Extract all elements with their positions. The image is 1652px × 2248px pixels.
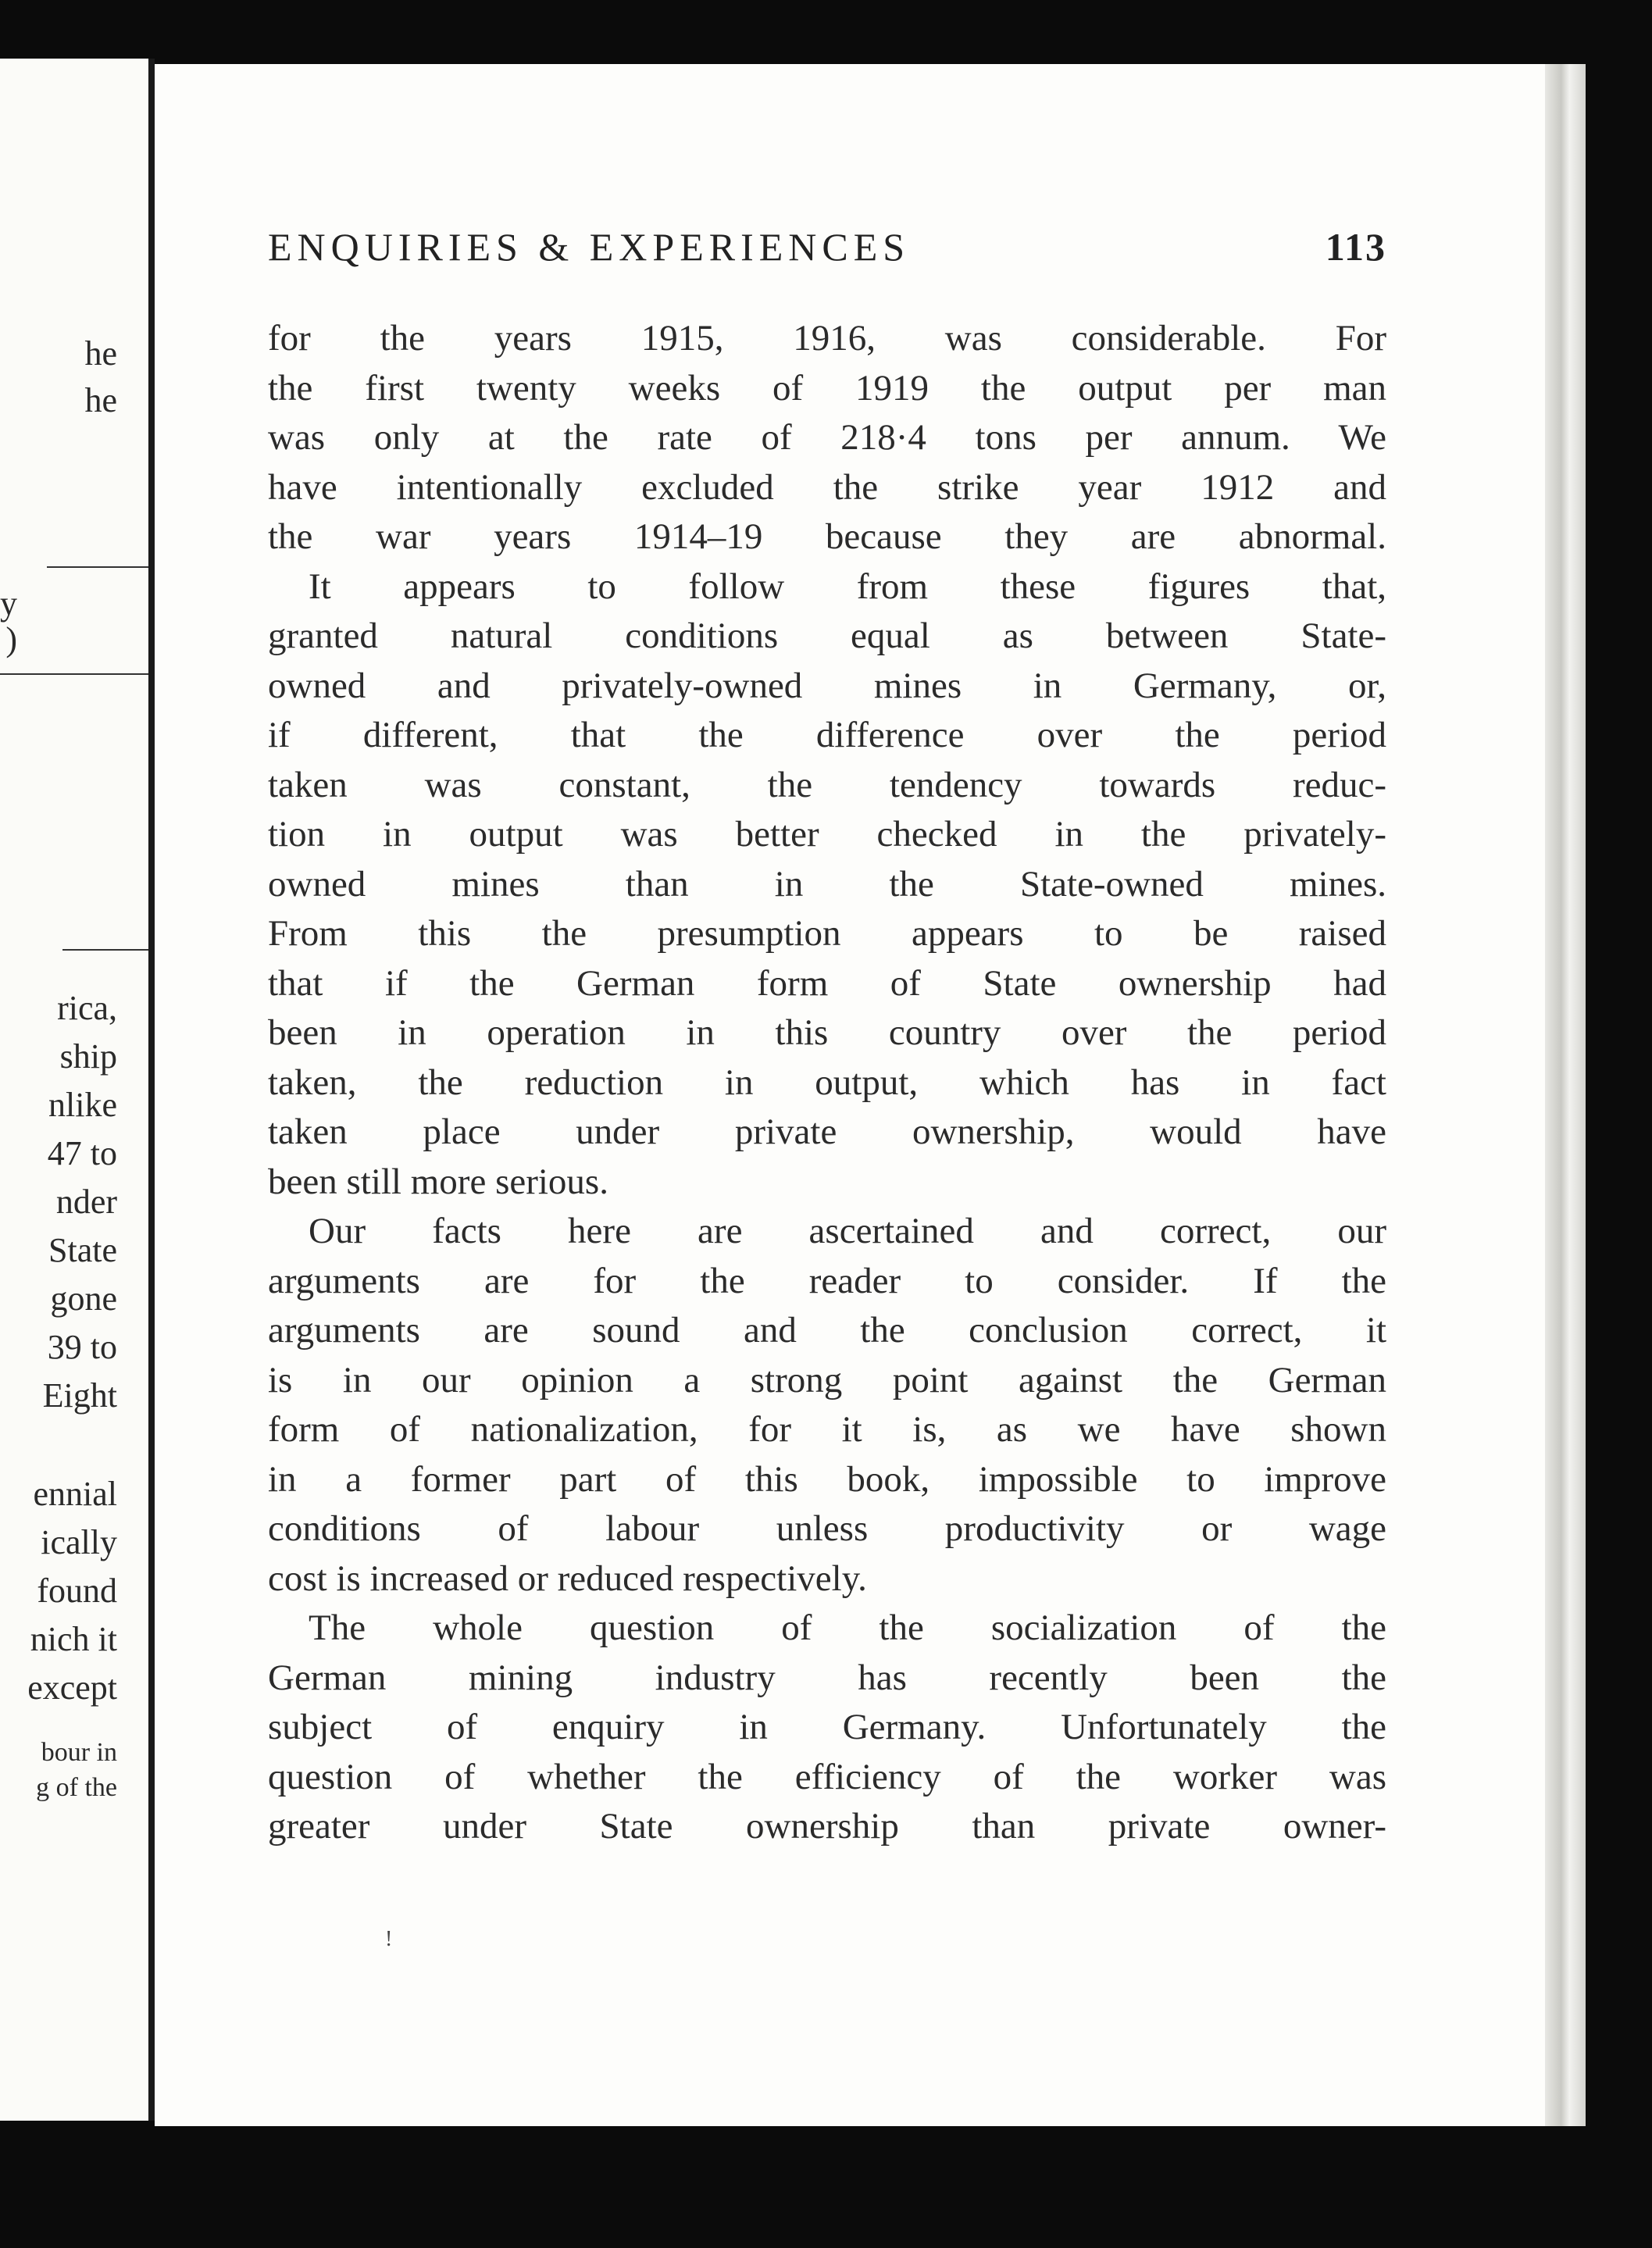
left-fragment: gone <box>50 1279 117 1318</box>
paragraph-first-line: The whole question of the socialization of the <box>309 1607 1386 1648</box>
left-footnote-fragment: bour in <box>41 1738 117 1767</box>
text-line: taken place under private ownership, would have <box>268 1112 1386 1152</box>
body-text <box>268 314 1386 1852</box>
left-fragment: except <box>27 1668 117 1707</box>
previous-page-edge <box>0 59 148 2121</box>
paragraph-first-line: It appears to follow from these figures that, <box>309 566 1386 607</box>
left-fragment: State <box>48 1231 117 1269</box>
footer-mark: ! <box>385 1927 393 1951</box>
text-line: for the years 1915, 1916, was considerable. For <box>268 318 1386 359</box>
left-fragment: nlike <box>48 1086 117 1124</box>
paragraph-first-line: Our facts here are ascertained and correct, our <box>309 1211 1386 1251</box>
left-fragment: ically <box>41 1523 117 1561</box>
text-line: German mining industry has recently been the <box>268 1657 1386 1698</box>
left-footnote-fragment: g of the <box>36 1773 117 1802</box>
text-line: owned and privately-owned mines in Germany, or, <box>268 665 1386 706</box>
text-line: have intentionally excluded the strike year 1912 and <box>268 466 1386 508</box>
text-line: tion in output was better checked in the privately- <box>268 814 1386 855</box>
left-fragment: ) <box>5 620 17 658</box>
left-rule <box>62 949 148 951</box>
text-line: is in our opinion a strong point against the German <box>268 1359 1386 1401</box>
text-line: was only at the rate of 218·4 tons per annum. We <box>268 417 1386 458</box>
left-rule <box>0 673 148 675</box>
text-line: From this the presumption appears to be raised <box>268 913 1386 954</box>
left-fragment: ennial <box>33 1475 117 1513</box>
left-fragment: 39 to <box>47 1328 117 1366</box>
text-line: taken, the reduction in output, which has in fact <box>268 1062 1386 1103</box>
text-line: in a former part of this book, impossible to improve <box>268 1458 1386 1500</box>
left-fragment: he <box>84 381 117 419</box>
text-line: subject of enquiry in Germany. Unfortunately the <box>268 1707 1386 1747</box>
text-line: been in operation in this country over the period <box>268 1012 1386 1053</box>
text-line: cost is increased or reduced respectively. <box>268 1558 867 1599</box>
text-line: that if the German form of State ownership had <box>268 962 1386 1004</box>
left-rule <box>47 566 148 568</box>
left-fragment: Eight <box>42 1376 117 1415</box>
left-fragment: 47 to <box>47 1134 117 1172</box>
text-line: granted natural conditions equal as between State- <box>268 616 1386 656</box>
text-line: form of nationalization, for it is, as we have shown <box>268 1409 1386 1450</box>
left-fragment: he <box>84 334 117 373</box>
left-fragment: y <box>0 584 17 623</box>
text-line: if different, that the difference over the period <box>268 715 1386 755</box>
page-number: 113 <box>1325 225 1386 269</box>
book-gutter <box>148 59 155 2121</box>
text-line: been still more serious. <box>268 1161 608 1202</box>
text-line: owned mines than in the State-owned mines. <box>268 863 1386 905</box>
running-title: ENQUIRIES & EXPERIENCES <box>268 225 911 269</box>
left-fragment: rica, <box>57 989 117 1027</box>
text-line: arguments are sound and the conclusion correct, it <box>268 1310 1386 1351</box>
text-line: greater under State ownership than private owner- <box>268 1806 1386 1847</box>
text-line: the war years 1914–19 because they are abnormal. <box>268 516 1386 557</box>
left-fragment: ship <box>59 1037 117 1076</box>
left-fragment: found <box>37 1572 117 1610</box>
text-line: arguments are for the reader to consider. If the <box>268 1260 1386 1301</box>
page-stack-edge <box>1545 64 1586 2126</box>
current-page <box>155 64 1545 2126</box>
text-line: conditions of labour unless productivity or wage <box>268 1508 1386 1549</box>
text-line: taken was constant, the tendency towards reduc- <box>268 764 1386 805</box>
left-fragment: nich it <box>30 1620 117 1658</box>
text-line: question of whether the efficiency of the worker was <box>268 1756 1386 1797</box>
text-line: the first twenty weeks of 1919 the output per man <box>268 367 1386 409</box>
left-fragment: nder <box>55 1183 117 1221</box>
